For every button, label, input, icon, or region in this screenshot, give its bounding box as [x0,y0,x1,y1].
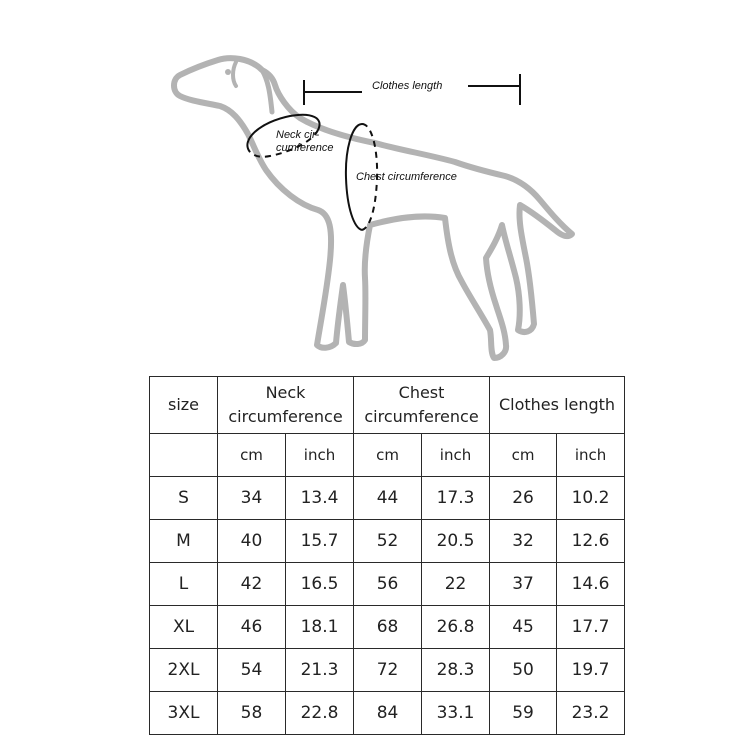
value-cell: 23.2 [557,692,625,735]
unit-cell: inch [557,434,625,477]
value-cell: 68 [354,606,422,649]
value-cell: 52 [354,520,422,563]
value-cell: 72 [354,649,422,692]
dog-measurement-diagram [0,0,750,370]
value-cell: 58 [218,692,286,735]
neck-circumference-label-line2: cumference [276,142,334,154]
value-cell: 28.3 [422,649,490,692]
unit-cell: cm [354,434,422,477]
value-cell: 42 [218,563,286,606]
unit-cell: cm [218,434,286,477]
size-cell: M [150,520,218,563]
size-cell: S [150,477,218,520]
value-cell: 14.6 [557,563,625,606]
table-row [150,520,625,563]
size-cell: 3XL [150,692,218,735]
header-line: Chest [398,383,445,402]
header-line: Clothes length [498,395,616,414]
unit-cell: inch [422,434,490,477]
chest-circumference-header [354,377,490,434]
value-cell: 19.7 [557,649,625,692]
neck-circumference-header [218,377,354,434]
size-cell: 2XL [150,649,218,692]
header-line: Neck [265,383,306,402]
value-cell: 84 [354,692,422,735]
value-cell: 22 [422,563,490,606]
value-cell: 40 [218,520,286,563]
value-cell: 21.3 [286,649,354,692]
value-cell: 33.1 [422,692,490,735]
header-line: circumference [364,407,479,426]
table-row [150,477,625,520]
clothes-length-header [490,377,625,434]
value-cell: 22.8 [286,692,354,735]
value-cell: 56 [354,563,422,606]
neck-circumference-label-line1: Neck cir- [276,129,320,141]
table-row [150,563,625,606]
dog-eye-icon [225,69,231,75]
value-cell: 34 [218,477,286,520]
value-cell: 45 [490,606,557,649]
value-cell: 44 [354,477,422,520]
unit-cell: inch [286,434,354,477]
size-header: size [150,377,218,434]
size-cell: XL [150,606,218,649]
value-cell: 10.2 [557,477,625,520]
value-cell: 20.5 [422,520,490,563]
unit-cell: cm [490,434,557,477]
value-cell: 26 [490,477,557,520]
value-cell: 15.7 [286,520,354,563]
value-cell: 17.7 [557,606,625,649]
clothes-length-label: Clothes length [372,80,443,92]
value-cell: 46 [218,606,286,649]
table-row [150,606,625,649]
table-row [150,649,625,692]
value-cell: 17.3 [422,477,490,520]
value-cell: 12.6 [557,520,625,563]
value-cell: 59 [490,692,557,735]
unit-row [150,434,625,477]
value-cell: 37 [490,563,557,606]
value-cell: 18.1 [286,606,354,649]
chest-circumference-label: Chest circumference [356,171,457,183]
table-row [150,692,625,735]
header-row [150,377,625,434]
size-cell: L [150,563,218,606]
unit-cell-empty [150,434,218,477]
value-cell: 50 [490,649,557,692]
value-cell: 54 [218,649,286,692]
value-cell: 16.5 [286,563,354,606]
value-cell: 32 [490,520,557,563]
header-line: circumference [228,407,343,426]
size-chart-table [149,376,625,735]
value-cell: 26.8 [422,606,490,649]
value-cell: 13.4 [286,477,354,520]
